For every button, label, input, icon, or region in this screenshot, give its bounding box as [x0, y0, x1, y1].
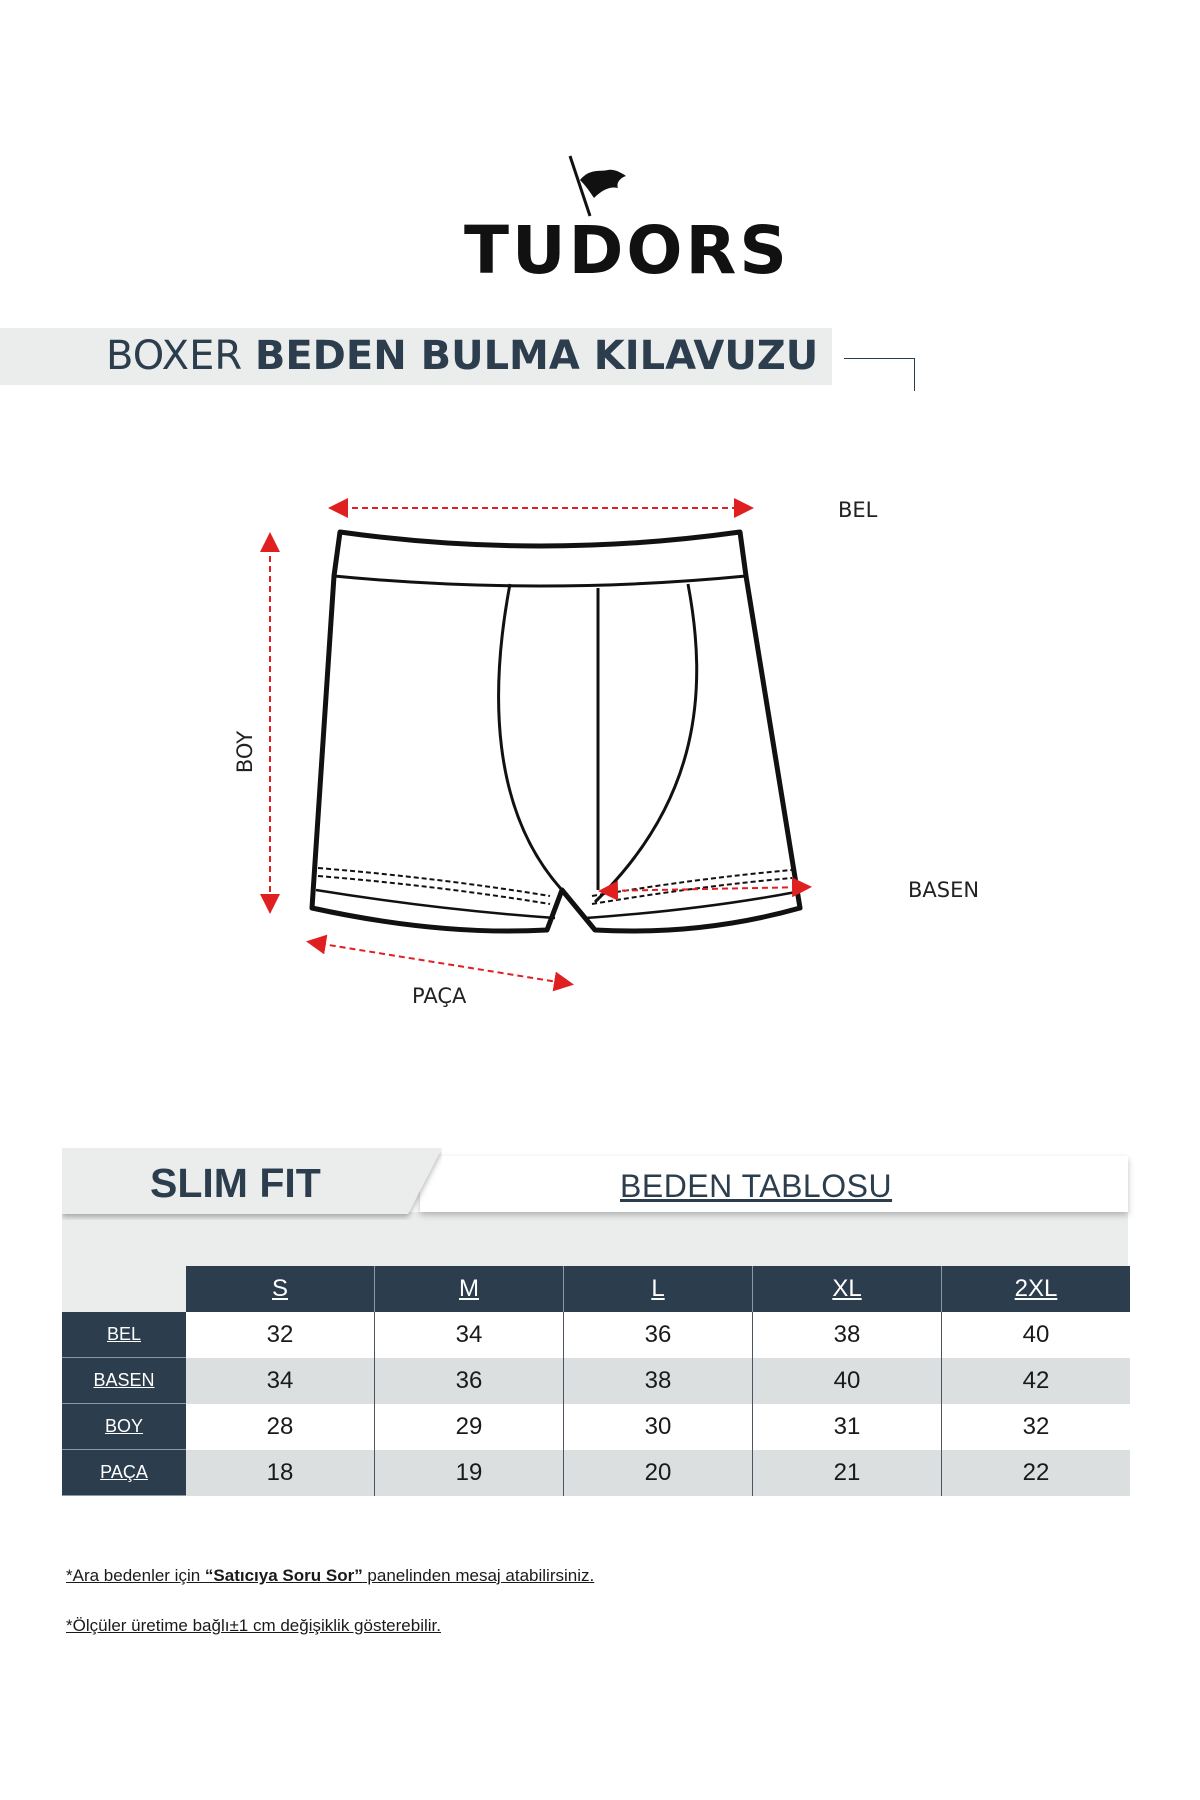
- size-header: XL: [753, 1266, 942, 1312]
- size-header: 2XL: [942, 1266, 1131, 1312]
- table-cell: 20: [564, 1450, 753, 1496]
- note-text: *Ara bedenler için: [66, 1566, 205, 1585]
- note-emphasis: “Satıcıya Soru Sor”: [204, 1566, 363, 1585]
- size-header: M: [375, 1266, 564, 1312]
- table-cell: 40: [942, 1312, 1131, 1358]
- boxer-illustration: [240, 490, 1000, 1010]
- table-row: [62, 1450, 1130, 1496]
- right-leg-inner: [586, 892, 796, 918]
- table-cell: 31: [753, 1404, 942, 1450]
- row-label: BEL: [62, 1312, 186, 1358]
- table-cell: 36: [564, 1312, 753, 1358]
- size-header: S: [186, 1266, 375, 1312]
- note-text: panelinden mesaj atabilirsiniz.: [362, 1566, 595, 1585]
- size-table: [62, 1266, 1130, 1496]
- corner-decoration: [844, 358, 915, 391]
- table-cell: 18: [186, 1450, 375, 1496]
- title-guide: BEDEN BULMA KILAVUZU: [254, 333, 819, 379]
- note-intermediate-sizes: [66, 1566, 594, 1586]
- row-label: BASEN: [62, 1358, 186, 1404]
- table-cell: 21: [753, 1450, 942, 1496]
- left-leg-stitch-1: [318, 868, 550, 896]
- table-cell: 22: [942, 1450, 1131, 1496]
- waistband-line: [334, 576, 746, 586]
- boxer-outline: [312, 532, 800, 931]
- row-label: PAÇA: [62, 1450, 186, 1496]
- boxer-diagram: [233, 490, 1000, 1014]
- table-cell: 40: [753, 1358, 942, 1404]
- table-cell: 19: [375, 1450, 564, 1496]
- table-cell: 36: [375, 1358, 564, 1404]
- table-cell: 38: [753, 1312, 942, 1358]
- size-header: L: [564, 1266, 753, 1312]
- table-cell: 32: [186, 1312, 375, 1358]
- label-length: BOY: [233, 730, 258, 774]
- table-cell: 28: [186, 1404, 375, 1450]
- table-corner: [62, 1266, 186, 1312]
- pouch-right: [595, 584, 697, 902]
- table-cell: 29: [375, 1404, 564, 1450]
- table-row: [62, 1358, 1130, 1404]
- table-row: [62, 1404, 1130, 1450]
- table-cell: 32: [942, 1404, 1131, 1450]
- note-tolerance: *Ölçüler üretime bağlı±1 cm değişiklik gösterebilir.: [66, 1616, 441, 1635]
- table-heading: BEDEN TABLOSU: [620, 1168, 893, 1204]
- pouch-left: [499, 584, 562, 890]
- label-leg: PAÇA: [412, 984, 467, 1008]
- table-cell: 42: [942, 1358, 1131, 1404]
- table-cell: 34: [186, 1358, 375, 1404]
- leg-arrow: [310, 942, 570, 984]
- fit-type: SLIM FIT: [150, 1160, 321, 1206]
- title-product: BOXER: [106, 333, 243, 379]
- row-label: BOY: [62, 1404, 186, 1450]
- brand-logo: [440, 150, 790, 289]
- table-cell: 38: [564, 1358, 753, 1404]
- page-title: [106, 330, 818, 382]
- label-waist: BEL: [838, 498, 878, 522]
- table-cell: 34: [375, 1312, 564, 1358]
- brand-name: TUDORS: [464, 212, 790, 289]
- label-hip: BASEN: [908, 878, 980, 902]
- table-row: [62, 1312, 1130, 1358]
- table-cell: 30: [564, 1404, 753, 1450]
- size-header-row: [62, 1266, 1130, 1312]
